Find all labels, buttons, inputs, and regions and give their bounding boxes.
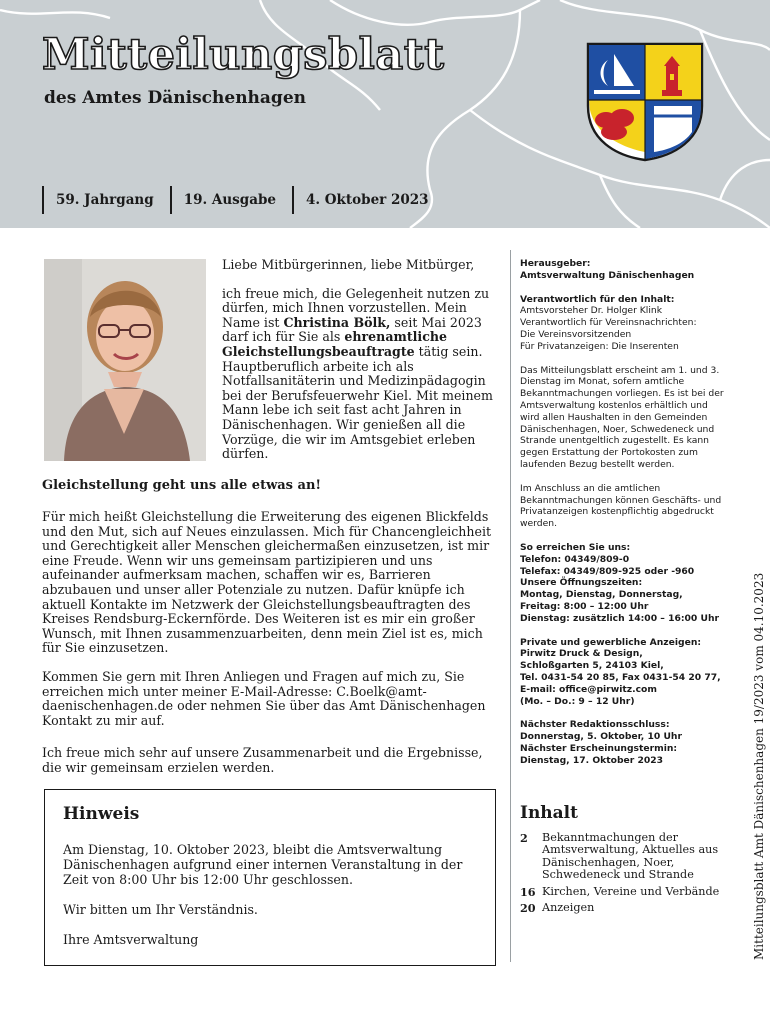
contact-block (520, 542, 730, 625)
intro-paragraph (222, 287, 498, 462)
ads-info: Im Anschluss an die amtlichen Bekanntmachungen können Geschäfts- und Privatanzeigen kostenpflichtig abgedruckt werden. (520, 482, 722, 530)
portrait-photo (44, 259, 206, 461)
notice-box (44, 789, 496, 966)
toc-page: 20 (520, 901, 536, 916)
hours-line: Freitag: 8:00 – 12:00 Uhr (520, 600, 649, 612)
publisher-label: Herausgeber: (520, 258, 591, 269)
table-of-contents (520, 832, 730, 918)
phone: Telefon: 04349/809-0 (520, 553, 630, 565)
hours-line: Montag, Dienstag, Donnerstag, (520, 589, 683, 601)
responsible-line: Für Privatanzeigen: Die Inserenten (520, 340, 679, 352)
notice-text: Am Dienstag, 10. Oktober 2023, bleibt die Amtsverwaltung Dänischenhagen aufgrund einer internen Veranstaltung in der Zeit von 8:00 Uhr bis 12:00 Uhr geschlossen. (63, 842, 463, 887)
toc-item[interactable] (520, 902, 730, 914)
intro-text-b: seit Mai 2023 darf ich für Sie als (222, 314, 482, 345)
responsible-line: Die Vereinsvorsitzenden (520, 328, 632, 340)
toc-text: Anzeigen (542, 901, 595, 915)
imprint-sidebar (520, 258, 730, 778)
hours-line: Dienstag: zusätzlich 14:00 – 16:00 Uhr (520, 612, 720, 624)
ads-line: Pirwitz Druck & Design, (520, 648, 643, 660)
notice-apology: Wir bitten um Ihr Verständnis. (63, 902, 258, 917)
greeting: Liebe Mitbürgerinnen, liebe Mitbürger, (222, 257, 475, 272)
responsible-block (520, 294, 730, 353)
publication-title: Mitteilungsblatt (42, 30, 445, 80)
deadline-line: Nächster Erscheinungstermin: (520, 742, 678, 754)
author-name: Christina Bölk, (283, 314, 391, 330)
toc-item[interactable] (520, 886, 730, 898)
fax: Telefax: 04349/809-925 oder -960 (520, 565, 695, 577)
publisher-block (520, 258, 730, 282)
responsible-line: Verantwortlich für Vereinsnachrichten: (520, 317, 697, 329)
toc-text: Kirchen, Vereine und Verbände (542, 884, 720, 898)
responsible-line: Amtsvorsteher Dr. Holger Klink (520, 305, 663, 317)
contents-title: Inhalt (520, 803, 578, 823)
notice-title: Hinweis (63, 804, 140, 824)
ads-label: Private und gewerbliche Anzeigen: (520, 636, 702, 648)
toc-page: 16 (520, 884, 536, 899)
issue-date: 4. Oktober 2023 (292, 186, 429, 214)
issue-meta (42, 186, 445, 214)
ads-line: (Mo. – Do.: 9 – 12 Uhr) (520, 695, 635, 707)
article-paragraph-2: Kommen Sie gern mit Ihren Anliegen und Fragen auf mich zu, Sie erreichen mich unter meiner E-Mail-Adresse: C.Boelk@amt-daenischenhagen.de oder nehmen Sie über das Amt Dänischenhagen Kontakt zu mir auf. (42, 669, 486, 728)
ads-line: Schloßgarten 5, 24103 Kiel, (520, 660, 664, 672)
deadline-block (520, 719, 730, 766)
intro-text-a: ich freue mich, die Gelegenheit nutzen zu dürfen, mich Ihnen vorzustellen. Mein Name ist (222, 285, 490, 330)
publisher-name: Amtsverwaltung Dänischenhagen (520, 269, 695, 281)
contact-label: So erreichen Sie uns: (520, 541, 631, 553)
deadline-line: Nächster Redaktionsschluss: (520, 719, 670, 731)
toc-item[interactable] (520, 832, 730, 882)
article-paragraph-1: Für mich heißt Gleichstellung die Erweiterung des eigenen Blickfelds und den Mut, sich auf Neues einzulassen. Mich für Chancengleichheit und Gerechtigkeit aller Menschen gleichermaßen einzusetzen, ist mir eine Freude. Wenn wir uns gemeinsam partizipieren und uns aufeinander aufmerksam machen, schaffen wir es, Barrieren abzubauen und unser aller Potenziale zu nutzen. Dafür knüpfe ich aktuell Kontakte im Netzwerk der Gleichstellungsbeauftragten des Kreises Rendsburg-Eckernförde. Des Weiteren ist es mir ein großer Wunsch, mit Ihnen zusammenzuarbeiten, denn mein Ziel ist es, mich für Sie einzusetzen. (42, 509, 492, 656)
ads-line: Tel. 0431-54 20 85, Fax 0431-54 20 77, (520, 671, 721, 683)
deadline-line: Donnerstag, 5. Oktober, 10 Uhr (520, 731, 683, 743)
vertical-edition-label: Mitteilungsblatt Amt Dänischenhagen 19/2023 vom 04.10.2023 (752, 572, 766, 960)
toc-page: 2 (520, 831, 528, 845)
advertising-contact (520, 637, 730, 708)
deadline-line: Dienstag, 17. Oktober 2023 (520, 754, 664, 766)
article-heading: Gleichstellung geht uns alle etwas an! (42, 478, 322, 493)
publication-subtitle: des Amtes Dänischenhagen (44, 88, 306, 108)
coat-of-arms-icon (584, 40, 706, 162)
issue-number: 19. Ausgabe (170, 186, 276, 214)
intro-text (222, 258, 498, 476)
hours-label: Unsere Öffnungszeiten: (520, 577, 643, 589)
toc-text: Bekanntmachungen der Amtsverwaltung, Aktuelles aus Dänischenhagen, Noer, Schwedeneck und Strande (542, 831, 719, 882)
responsible-label: Verantwortlich für den Inhalt: (520, 293, 675, 305)
author-role: ehrenamtliche Gleichstellungsbeauftragte (222, 329, 448, 359)
publication-info: Das Mitteilungsblatt erscheint am 1. und 3. Dienstag im Monat, sofern amtliche Bekanntmachungen vorliegen. Es ist bei der Amtsverwaltung kostenlos erhältlich und wird allen Haushalten in den Gemeinden Dänischenhagen, Noer, Schwedeneck und Strande unentgeltlich zugestellt. Es kann gegen Erstattung der Portokosten zum laufenden Bezug bestellt werden. (520, 364, 724, 470)
article-paragraph-3: Ich freue mich sehr auf unsere Zusammenarbeit und die Ergebnisse, die wir gemeinsam erzielen werden. (42, 745, 483, 775)
masthead (0, 0, 770, 228)
ads-email: E-mail: office@pirwitz.com (520, 683, 657, 695)
column-divider (510, 250, 511, 962)
notice-signature: Ihre Amtsverwaltung (63, 932, 199, 947)
intro-text-c: tätig sein. Hauptberuflich arbeite ich als Notfallsanitäterin und Medizinpädagogin bei der Berufsfeuerwehr Kiel. Mit meinem Mann lebe ich seit fast acht Jahren in Dänischenhagen. Wir genießen all die Vorzüge, die wir im Amtsgebiet erleben dürfen. (222, 343, 493, 462)
volume: 59. Jahrgang (42, 186, 154, 214)
